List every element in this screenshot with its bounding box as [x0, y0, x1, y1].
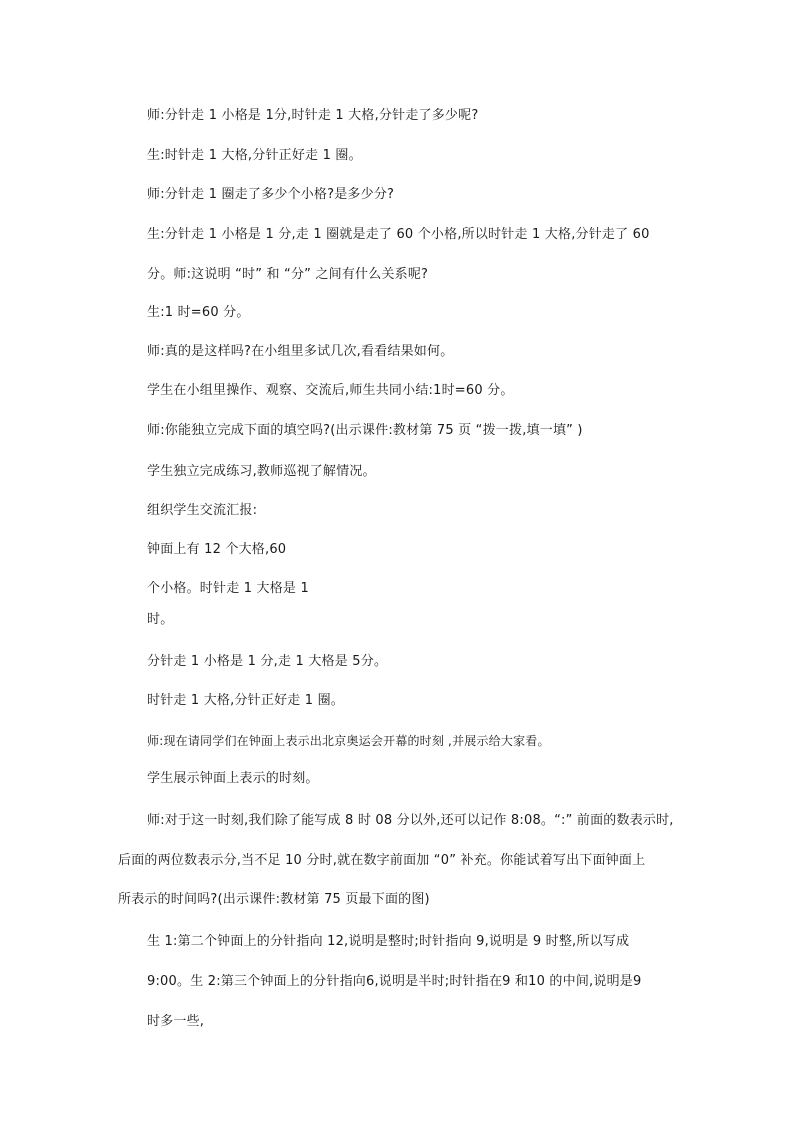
text-line: 9:00。生 2:第三个钟面上的分针指向6,说明是半时;时针指在9 和10 的中间,说明是9 — [147, 974, 642, 989]
text-line: 师:你能独立完成下面的填空吗?(出示课件:教材第 75 页 “拨一拨,填一填” ) — [147, 423, 583, 438]
text-line: 师:分针走 1 小格是 1分,时针走 1 大格,分针走了多少呢? — [147, 108, 479, 123]
text-line: 生:1 时=60 分。 — [147, 305, 250, 320]
text-line: 钟面上有 12 个大格,60 — [147, 542, 287, 557]
text-line: 师:现在请同学们在钟面上表示出北京奥运会开幕的时刻 ,并展示给大家看。 — [147, 734, 550, 748]
text-line: 后面的两位数表示分,当不足 10 分时,就在数字前面加 “0” 补充。你能试着写出下面钟面上 — [118, 853, 646, 868]
text-line: 学生在小组里操作、观察、交流后,师生共同小结:1时=60 分。 — [147, 383, 514, 398]
text-line: 分针走 1 小格是 1 分,走 1 大格是 5分。 — [147, 654, 388, 669]
text-line: 师:分针走 1 圈走了多少个小格?是多少分? — [147, 187, 395, 202]
text-line: 时。 — [147, 612, 174, 627]
text-line: 组织学生交流汇报: — [147, 503, 258, 518]
text-line: 生:时针走 1 大格,分针正好走 1 圈。 — [147, 148, 362, 163]
text-line: 师:对于这一时刻,我们除了能写成 8 时 08 分以外,还可以记作 8:08。“:” 前面的数表示时, — [147, 813, 674, 828]
text-line: 个小格。时针走 1 大格是 1 — [147, 581, 309, 596]
text-line: 时多一些, — [147, 1014, 205, 1029]
text-line: 生 1:第二个钟面上的分针指向 12,说明是整时;时针指向 9,说明是 9 时整,所以写成 — [147, 934, 630, 949]
text-line: 时针走 1 大格,分针正好走 1 圈。 — [147, 693, 345, 708]
text-line: 分。师:这说明 “时” 和 “分” 之间有什么关系呢? — [147, 267, 429, 282]
text-line: 师:真的是这样吗?在小组里多试几次,看看结果如何。 — [147, 344, 454, 359]
text-line: 所表示的时间吗?(出示课件:教材第 75 页最下面的图) — [118, 892, 430, 907]
text-line: 生:分针走 1 小格是 1 分,走 1 圈就是走了 60 个小格,所以时针走 1 大格,分针走了 60 — [147, 227, 650, 242]
text-line: 学生展示钟面上表示的时刻。 — [147, 771, 319, 786]
text-line: 学生独立完成练习,教师巡视了解情况。 — [147, 464, 376, 479]
